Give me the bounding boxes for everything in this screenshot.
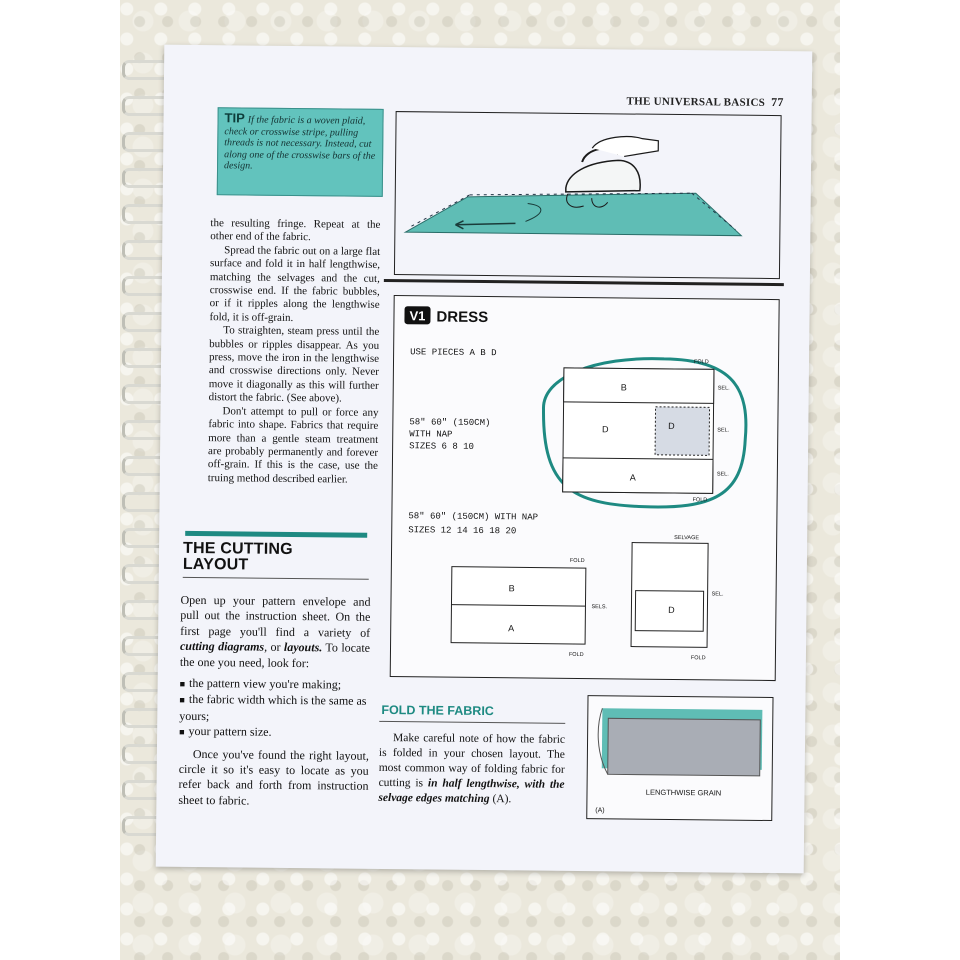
piece-label: B [508, 583, 515, 594]
fold-label: FOLD [569, 557, 585, 565]
paragraph: Spread the fabric out on a large flat surface and fold it in half lengthwise, matching the selvages and the cut, crosswise end. If the fabric bubbles, or if it ripples along the lengthwise fold, it is off-grain. [209, 244, 381, 324]
list-item: ■ the pattern view you're making; [180, 676, 370, 694]
sizes-label: SIZES 12 14 16 18 20 [408, 525, 517, 537]
cutting-text [178, 593, 370, 810]
fabric-width-label: 58" 60" (150CM) WITH NAP [408, 511, 539, 523]
lengthwise-grain-diagram [586, 695, 773, 821]
fold-label: FOLD [692, 497, 708, 504]
divider [379, 721, 565, 724]
book-page [156, 45, 813, 874]
piece-label: B [620, 382, 627, 393]
running-header [626, 93, 783, 110]
list-item: ■ the fabric width which is the same as yours; [179, 692, 369, 726]
piece-label: A [629, 472, 636, 483]
section-rule [185, 531, 367, 538]
fabric-width-label: 58" 60" (150CM) [409, 417, 491, 429]
divider [183, 577, 369, 580]
piece-label: A [508, 623, 515, 634]
nap-label: WITH NAP [409, 429, 453, 440]
paragraph: Don't attempt to pull or force any fabric into shape. Fabrics that require more than a gentle steam treatment are probably permanently and forever off-grain. If this is the case, use the truing method described earlier. [207, 404, 379, 486]
section-heading [183, 541, 373, 575]
selvage-label: SEL. [717, 427, 730, 434]
header-title: THE UNIVERSAL BASICS [626, 95, 766, 109]
heading-line: LAYOUT [182, 555, 249, 574]
section-heading: FOLD THE FABRIC [381, 702, 494, 719]
fold-label: FOLD [568, 651, 584, 659]
garment-label: DRESS [436, 308, 489, 327]
figure-label: (A) [595, 807, 605, 815]
paragraph: Open up your pattern envelope and pull out the instruction sheet. On the first page you'll find a variety of cutting diagrams, or layouts. To locate the one you need, look for: [179, 592, 371, 670]
use-pieces-label: USE PIECES A B D [410, 347, 497, 359]
selvage-label: SELVAGE [674, 534, 700, 542]
tip-box [217, 107, 384, 197]
tip-label: TIP [224, 110, 245, 126]
pressing-illustration [394, 111, 782, 279]
sizes-label: SIZES 6 8 10 [409, 441, 474, 452]
selvage-label: SEL. [711, 591, 724, 598]
paragraph: Once you've found the right layout, circle it so it's easy to locate as you refer back and forth from instruction sheet to fabric. [178, 746, 369, 808]
piece-label: D [602, 424, 609, 435]
selvage-label: SEL. [717, 385, 730, 392]
paragraph: To straighten, steam press until the bubbles or ripples disappear. As you press, move the iron in the lengthwise and crosswise directions only. Never move it diagonally as this will further distort the fabric. (See above). [208, 324, 380, 405]
fold-text [378, 731, 565, 808]
cutting-layout-diagram [390, 295, 780, 681]
grain-caption: LENGTHWISE GRAIN [645, 787, 722, 798]
selvage-label: SEL. [716, 471, 729, 478]
view-label: V1 [409, 308, 426, 324]
list-item: ■ your pattern size. [179, 724, 369, 742]
page-number: 77 [771, 94, 784, 110]
tip-text: If the fabric is a woven plaid, check or crosswise stripe, pulling threads is not necessary. Instead, cut along one of the crosswise bars of the design. [223, 114, 376, 172]
paragraph: Make careful note of how the fabric is folded in your chosen layout. The most common way of folding fabric for cutting is in half lengthwise, with the selvage edges matching (A). [378, 732, 566, 806]
fold-label: FOLD [693, 359, 709, 366]
piece-label: D [668, 604, 675, 616]
heading-line: THE CUTTING [182, 539, 293, 559]
divider [384, 279, 784, 286]
left-column-text [208, 217, 381, 487]
paragraph: the resulting fringe. Repeat at the other end of the fabric. [210, 217, 381, 244]
fold-label: FOLD [690, 655, 706, 662]
piece-label: D [668, 420, 675, 431]
selvage-label: SELS. [591, 604, 608, 611]
